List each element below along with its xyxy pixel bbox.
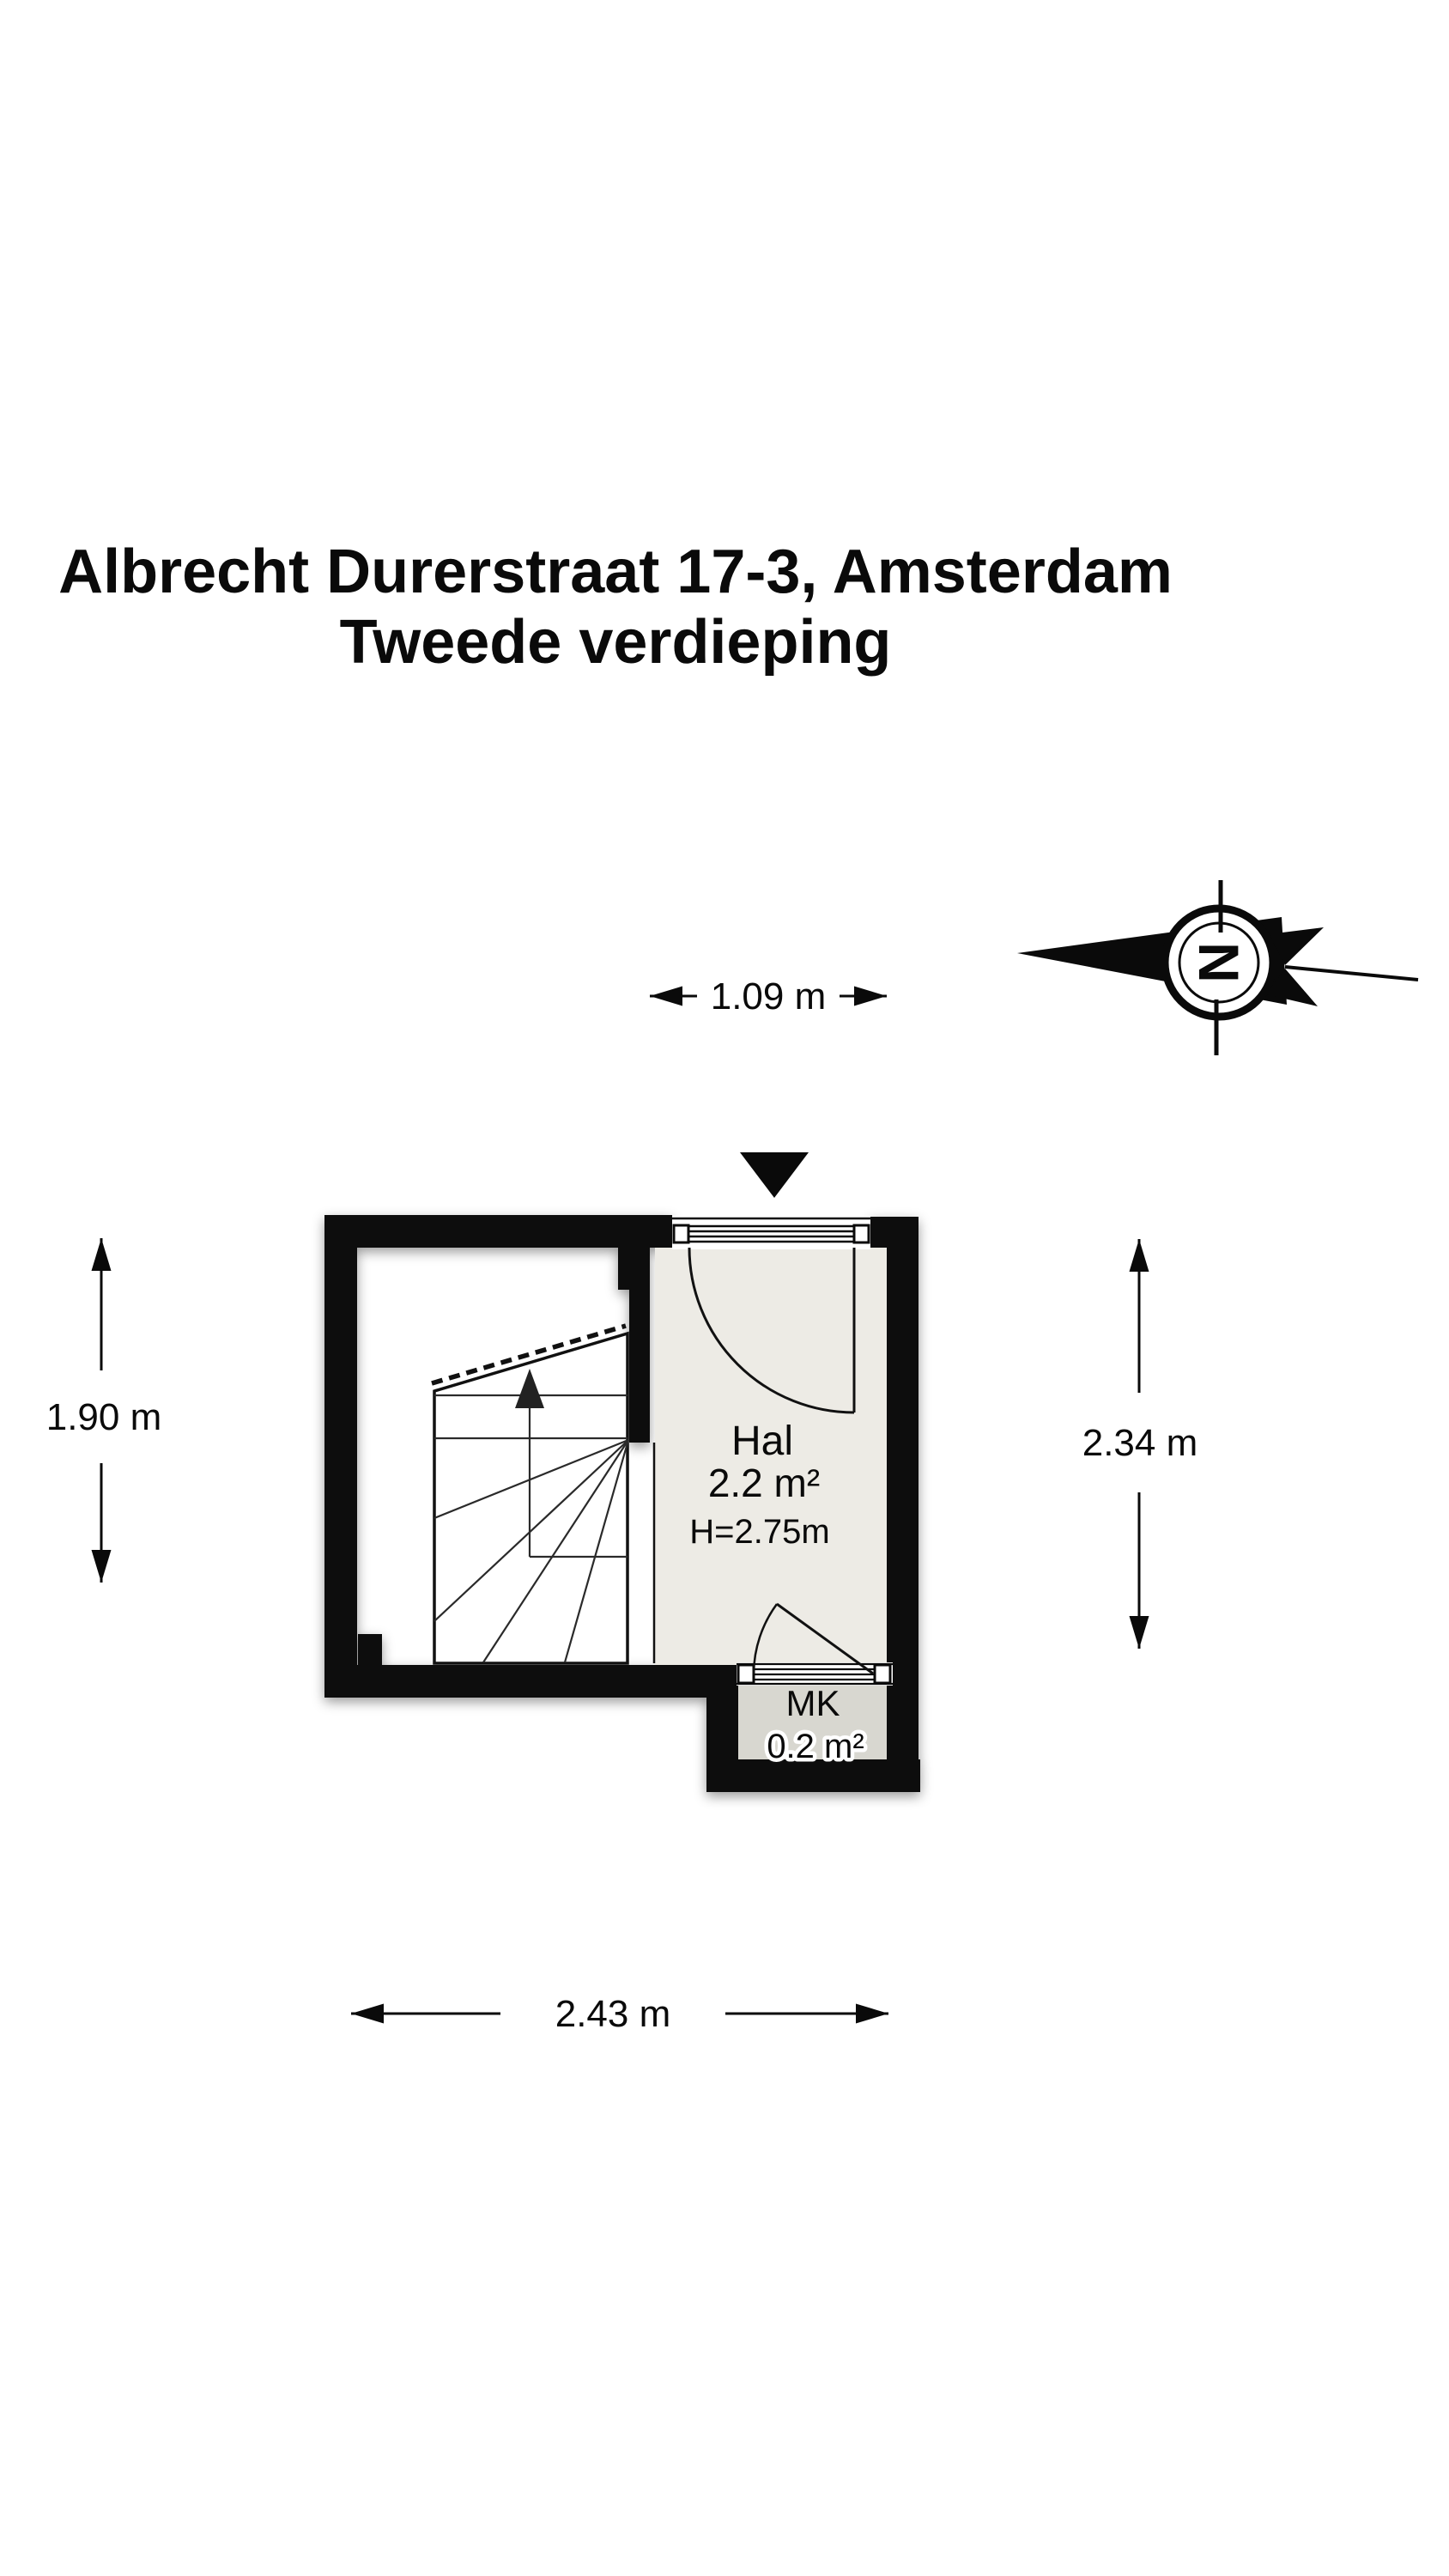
wall-top	[324, 1215, 672, 1248]
entry-door-band	[672, 1216, 870, 1249]
compass-north-icon	[1017, 880, 1418, 1055]
dimension-top	[650, 975, 887, 1018]
staircase	[432, 1326, 628, 1663]
mk-area-label: 0.2 m²	[767, 1728, 864, 1765]
wall-left	[324, 1215, 357, 1698]
arrowhead-down-icon	[1130, 1616, 1149, 1649]
page-subtitle: Tweede verdieping	[339, 608, 892, 677]
wall-step-block	[358, 1634, 382, 1666]
mk-name-label: MK	[785, 1683, 840, 1723]
arrowhead-right-icon	[854, 987, 887, 1006]
dimension-bottom	[351, 1993, 888, 2035]
entry-door-post-right	[854, 1225, 869, 1242]
arrowhead-up-icon	[1130, 1239, 1149, 1272]
mk-door-post-right	[875, 1665, 890, 1683]
dimension-right	[1082, 1239, 1198, 1649]
entry-door-post-left	[674, 1225, 688, 1242]
arrowhead-up-icon	[92, 1238, 112, 1271]
hal-ceiling-label: H=2.75m	[689, 1513, 830, 1551]
arrowhead-right-icon	[856, 2004, 888, 2024]
hal-area-label: 2.2 m²	[707, 1461, 821, 1505]
dimension-right-label: 2.34 m	[1082, 1422, 1198, 1464]
dimension-left-label: 1.90 m	[45, 1396, 162, 1438]
arrowhead-left-icon	[650, 987, 682, 1006]
arrowhead-down-icon	[92, 1550, 112, 1583]
page-title: Albrecht Durerstraat 17-3, Amsterdam	[58, 538, 1173, 606]
entrance-arrow-icon	[740, 1152, 809, 1198]
dimension-left	[46, 1238, 162, 1583]
wall-interior-head	[618, 1245, 629, 1290]
hal-name-label: Hal	[731, 1419, 794, 1464]
dimension-top-label: 1.09 m	[710, 975, 827, 1018]
compass-tail-line	[1285, 967, 1418, 980]
wall-bottom	[324, 1665, 738, 1698]
wall-interior	[629, 1242, 650, 1443]
dimension-bottom-label: 2.43 m	[555, 1993, 671, 2035]
compass-letter: N	[1187, 942, 1251, 983]
wall-right	[887, 1217, 919, 1792]
arrowhead-left-icon	[351, 2004, 384, 2024]
mk-door-post-left	[738, 1665, 754, 1683]
